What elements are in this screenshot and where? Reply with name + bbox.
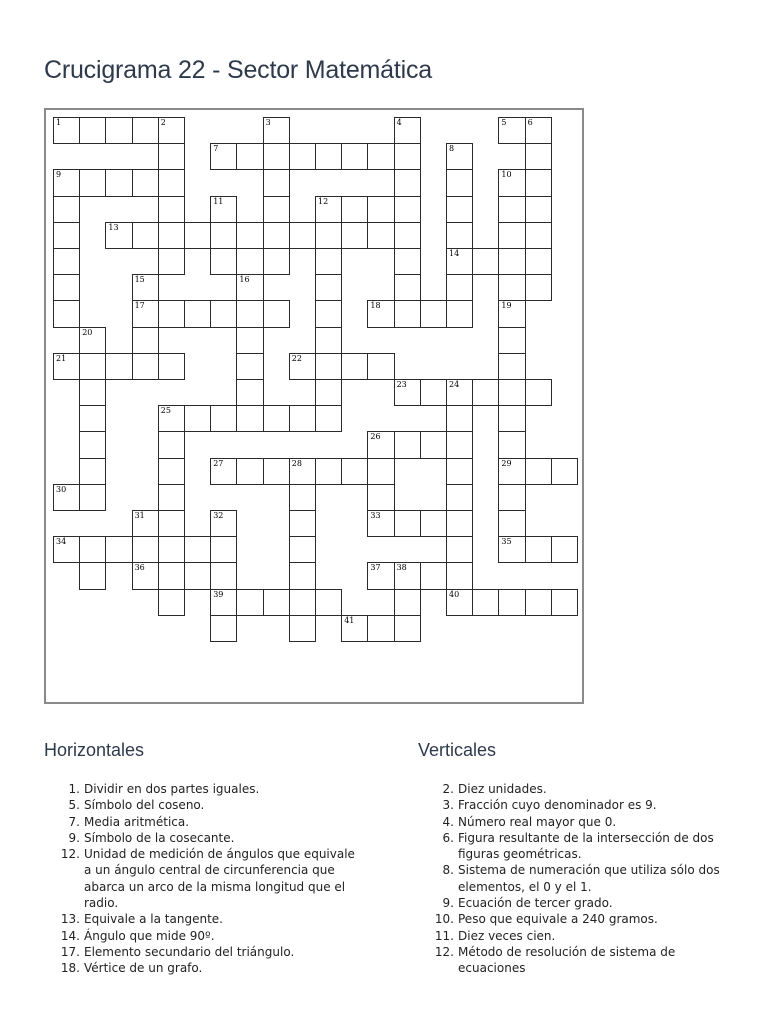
- clue-item: [44, 944, 364, 960]
- crossword-cell[interactable]: [79, 117, 106, 144]
- crossword-cell[interactable]: [210, 458, 237, 485]
- crossword-cell[interactable]: [525, 458, 552, 485]
- crossword-cell[interactable]: [525, 248, 552, 275]
- crossword-cell[interactable]: [498, 353, 525, 380]
- clue-item: [418, 830, 736, 863]
- crossword-cell[interactable]: [498, 431, 525, 458]
- crossword-cell[interactable]: [420, 379, 447, 406]
- crossword-cell[interactable]: [446, 143, 473, 170]
- crossword-cell[interactable]: [210, 589, 237, 616]
- crossword-cell[interactable]: [53, 484, 80, 511]
- crossword-cell[interactable]: [158, 510, 185, 537]
- crossword-cell[interactable]: [184, 536, 211, 563]
- clue-number: 11: [213, 196, 224, 206]
- crossword-cell[interactable]: [79, 484, 106, 511]
- crossword-cell[interactable]: [210, 405, 237, 432]
- crossword-cell[interactable]: [184, 562, 211, 589]
- clue-number: 25: [160, 406, 171, 416]
- crossword-cell[interactable]: [132, 353, 159, 380]
- crossword-cell[interactable]: [315, 274, 342, 301]
- crossword-cell[interactable]: [498, 536, 525, 563]
- crossword-cell[interactable]: [158, 143, 185, 170]
- clue-item: [44, 846, 364, 911]
- crossword-cell[interactable]: [394, 615, 421, 642]
- clue-text: Símbolo de la cosecante.: [84, 830, 235, 845]
- crossword-cell[interactable]: [79, 379, 106, 406]
- crossword-cell[interactable]: [551, 458, 578, 485]
- crossword-cell[interactable]: [498, 589, 525, 616]
- crossword-cell[interactable]: [263, 300, 290, 327]
- crossword-cell[interactable]: [498, 196, 525, 223]
- crossword-cell[interactable]: [263, 222, 290, 249]
- crossword-cell[interactable]: [367, 300, 394, 327]
- crossword-cell[interactable]: [420, 300, 447, 327]
- clue-item: [44, 797, 364, 813]
- crossword-cell[interactable]: [498, 510, 525, 537]
- clue-text: Unidad de medición de ángulos que equivale a un ángulo central de circunferencia que abarca un arco de la misma longitud que el radio.: [84, 847, 355, 911]
- crossword-cell[interactable]: [132, 536, 159, 563]
- crossword-cell[interactable]: [472, 379, 499, 406]
- crossword-cell[interactable]: [53, 117, 80, 144]
- crossword-cell[interactable]: [158, 169, 185, 196]
- crossword-cell[interactable]: [525, 117, 552, 144]
- crossword-cell[interactable]: [420, 431, 447, 458]
- clue-number: 6: [527, 118, 533, 127]
- crossword-cell[interactable]: [79, 405, 106, 432]
- crossword-cell[interactable]: [498, 274, 525, 301]
- crossword-cell[interactable]: [394, 300, 421, 327]
- crossword-cell[interactable]: [105, 117, 132, 144]
- clue-text: Peso que equivale a 240 gramos.: [458, 912, 658, 927]
- clue-item: [418, 895, 736, 911]
- crossword-cell[interactable]: [498, 405, 525, 432]
- crossword-cell[interactable]: [315, 222, 342, 249]
- crossword-cell[interactable]: [184, 405, 211, 432]
- crossword-cell[interactable]: [315, 248, 342, 275]
- crossword-cell[interactable]: [394, 117, 421, 144]
- crossword-cell[interactable]: [210, 248, 237, 275]
- crossword-cell[interactable]: [446, 379, 473, 406]
- clue-number: 7: [213, 144, 219, 154]
- clue-number: 24: [449, 380, 460, 389]
- crossword-cell[interactable]: [341, 353, 368, 380]
- crossword-cell[interactable]: [53, 169, 80, 196]
- clue-item: [418, 928, 736, 944]
- crossword-cell[interactable]: [158, 562, 185, 589]
- crossword-cell[interactable]: [446, 562, 473, 589]
- crossword-cell[interactable]: [263, 196, 290, 223]
- crossword-cell[interactable]: [79, 431, 106, 458]
- crossword-cell[interactable]: [263, 458, 290, 485]
- crossword-cell[interactable]: [525, 222, 552, 249]
- crossword-cell[interactable]: [367, 353, 394, 380]
- clue-item: [418, 911, 736, 927]
- crossword-cell[interactable]: [158, 117, 185, 144]
- crossword-cell[interactable]: [315, 327, 342, 354]
- crossword-cell[interactable]: [551, 589, 578, 616]
- crossword-cell[interactable]: [79, 327, 106, 354]
- crossword-cell[interactable]: [394, 510, 421, 537]
- crossword-cell[interactable]: [158, 589, 185, 616]
- clue-item: [44, 781, 364, 797]
- crossword-cell[interactable]: [158, 536, 185, 563]
- crossword-cell[interactable]: [446, 458, 473, 485]
- crossword-cell[interactable]: [367, 458, 394, 485]
- clue-text: Fracción cuyo denominador es 9.: [458, 798, 657, 813]
- crossword-cell[interactable]: [551, 536, 578, 563]
- clue-number: 16: [239, 275, 250, 285]
- crossword-cell[interactable]: [53, 353, 80, 380]
- crossword-cell[interactable]: [525, 196, 552, 223]
- crossword-cell[interactable]: [472, 589, 499, 616]
- clue-text: Media aritmética.: [84, 814, 190, 829]
- crossword-cell[interactable]: [236, 353, 263, 380]
- clue-number: 13.: [60, 912, 80, 927]
- clue-number: 5.: [68, 798, 80, 813]
- crossword-cell[interactable]: [420, 562, 447, 589]
- clue-text: Símbolo del coseno.: [84, 798, 205, 813]
- crossword-cell[interactable]: [446, 510, 473, 537]
- crossword-cell[interactable]: [158, 458, 185, 485]
- crossword-cell[interactable]: [210, 222, 237, 249]
- crossword-cell[interactable]: [367, 143, 394, 170]
- crossword-cell[interactable]: [289, 405, 316, 432]
- crossword-cell[interactable]: [341, 222, 368, 249]
- crossword-cell[interactable]: [315, 300, 342, 327]
- clue-text: Vértice de un grafo.: [84, 961, 203, 976]
- crossword-cell[interactable]: [367, 562, 394, 589]
- crossword-cell[interactable]: [394, 431, 421, 458]
- crossword-cell[interactable]: [315, 353, 342, 380]
- crossword-cell[interactable]: [315, 458, 342, 485]
- horizontales-clue-list: [44, 781, 364, 977]
- crossword-cell[interactable]: [446, 222, 473, 249]
- clue-number: 2.: [442, 782, 454, 796]
- crossword-cell[interactable]: [158, 353, 185, 380]
- clue-text: Sistema de numeración que utiliza sólo dos elementos, el 0 y el 1.: [458, 863, 720, 894]
- crossword-cell[interactable]: [210, 300, 237, 327]
- crossword-cell[interactable]: [446, 589, 473, 616]
- crossword-cell[interactable]: [315, 379, 342, 406]
- crossword-cell[interactable]: [263, 143, 290, 170]
- crossword-cell[interactable]: [158, 222, 185, 249]
- clue-number: 17: [134, 301, 145, 311]
- clue-number: 30: [56, 484, 67, 494]
- crossword-cell[interactable]: [289, 562, 316, 589]
- crossword-cell[interactable]: [289, 143, 316, 170]
- crossword-cell[interactable]: [236, 405, 263, 432]
- clue-number: 20: [82, 327, 93, 337]
- crossword-cell[interactable]: [446, 484, 473, 511]
- crossword-cell[interactable]: [132, 222, 159, 249]
- clue-number: 38: [396, 563, 407, 573]
- crossword-cell[interactable]: [79, 353, 106, 380]
- clue-text: Diez veces cien.: [458, 928, 556, 943]
- clue-number: 4: [396, 118, 402, 127]
- crossword-cell[interactable]: [289, 222, 316, 249]
- crossword-cell[interactable]: [236, 300, 263, 327]
- clue-number: 36: [134, 563, 145, 573]
- crossword-cell[interactable]: [498, 484, 525, 511]
- clue-number: 15: [134, 275, 145, 285]
- crossword-cell[interactable]: [367, 196, 394, 223]
- clue-item: [44, 960, 364, 976]
- crossword-cell[interactable]: [289, 484, 316, 511]
- clue-number: 28: [291, 458, 302, 468]
- clue-number: 27: [213, 458, 224, 468]
- page-title: Crucigrama 22 - Sector Matemática: [44, 56, 432, 84]
- crossword-cell[interactable]: [210, 196, 237, 223]
- crossword-cell[interactable]: [525, 274, 552, 301]
- clue-item: [418, 797, 736, 813]
- crossword-cell[interactable]: [341, 196, 368, 223]
- clue-number: 26: [370, 432, 381, 442]
- clue-number: 3.: [442, 798, 454, 813]
- crossword-cell[interactable]: [394, 589, 421, 616]
- crossword-cell[interactable]: [525, 536, 552, 563]
- crossword-cell[interactable]: [289, 510, 316, 537]
- crossword-cell[interactable]: [315, 196, 342, 223]
- crossword-cell[interactable]: [446, 536, 473, 563]
- crossword-cell[interactable]: [315, 589, 342, 616]
- clue-number: 18: [370, 301, 381, 311]
- clue-text: Método de resolución de sistema de ecuaciones: [458, 944, 676, 976]
- crossword-cell[interactable]: [394, 169, 421, 196]
- crossword-cell[interactable]: [446, 300, 473, 327]
- crossword-cell[interactable]: [236, 589, 263, 616]
- crossword-cell[interactable]: [184, 222, 211, 249]
- clue-number: 12.: [60, 847, 80, 862]
- crossword-cell[interactable]: [210, 143, 237, 170]
- clue-text: Elemento secundario del triángulo.: [84, 944, 295, 959]
- clue-number: 17.: [60, 944, 80, 959]
- crossword-cell[interactable]: [289, 458, 316, 485]
- crossword-cell[interactable]: [446, 196, 473, 223]
- crossword-cell[interactable]: [263, 117, 290, 144]
- clue-text: Ecuación de tercer grado.: [458, 896, 613, 911]
- crossword-cell[interactable]: [446, 274, 473, 301]
- crossword-cell[interactable]: [394, 248, 421, 275]
- crossword-cell[interactable]: [158, 484, 185, 511]
- crossword-cell[interactable]: [446, 248, 473, 275]
- crossword-cell[interactable]: [498, 222, 525, 249]
- crossword-cell[interactable]: [498, 300, 525, 327]
- crossword-cell[interactable]: [367, 615, 394, 642]
- clue-number: 9.: [68, 830, 80, 845]
- clue-number: 13: [108, 222, 119, 232]
- clue-number: 9: [56, 170, 62, 180]
- crossword-cell[interactable]: [158, 300, 185, 327]
- clue-number: 40: [449, 589, 460, 599]
- clue-number: 14: [449, 249, 460, 258]
- crossword-cell[interactable]: [158, 196, 185, 223]
- crossword-cell[interactable]: [525, 169, 552, 196]
- crossword-cell[interactable]: [236, 458, 263, 485]
- crossword-cell[interactable]: [79, 169, 106, 196]
- clue-number: 1: [56, 118, 62, 127]
- clue-item: [418, 814, 736, 830]
- crossword-cell[interactable]: [79, 458, 106, 485]
- crossword-cell[interactable]: [315, 405, 342, 432]
- crossword-frame: [44, 108, 584, 704]
- clue-text: Ángulo que mide 90º.: [84, 928, 215, 943]
- clue-number: 18.: [60, 961, 80, 976]
- clue-number: 7.: [68, 814, 80, 829]
- crossword-cell[interactable]: [210, 562, 237, 589]
- crossword-cell[interactable]: [289, 536, 316, 563]
- crossword-cell[interactable]: [236, 143, 263, 170]
- crossword-cell[interactable]: [236, 274, 263, 301]
- crossword-cell[interactable]: [420, 510, 447, 537]
- crossword-cell[interactable]: [105, 169, 132, 196]
- crossword-cell[interactable]: [394, 143, 421, 170]
- clue-number: 5: [501, 118, 507, 127]
- crossword-cell[interactable]: [158, 431, 185, 458]
- crossword-cell[interactable]: [446, 431, 473, 458]
- crossword-cell[interactable]: [394, 222, 421, 249]
- crossword-cell[interactable]: [367, 484, 394, 511]
- crossword-cell[interactable]: [289, 353, 316, 380]
- crossword-cell[interactable]: [498, 458, 525, 485]
- crossword-cell[interactable]: [210, 615, 237, 642]
- clue-number: 29: [501, 458, 512, 468]
- crossword-cell[interactable]: [341, 143, 368, 170]
- crossword-cell[interactable]: [394, 196, 421, 223]
- crossword-cell[interactable]: [446, 405, 473, 432]
- crossword-cell[interactable]: [498, 117, 525, 144]
- crossword-cell[interactable]: [289, 615, 316, 642]
- clue-number: 8: [449, 144, 455, 154]
- crossword-cell[interactable]: [367, 431, 394, 458]
- crossword-cell[interactable]: [498, 327, 525, 354]
- clue-number: 4.: [442, 814, 454, 829]
- clue-number: 37: [370, 563, 381, 573]
- clue-item: [418, 781, 736, 797]
- crossword-cell[interactable]: [184, 300, 211, 327]
- clue-text: Dividir en dos partes iguales.: [84, 782, 260, 796]
- crossword-cell[interactable]: [236, 327, 263, 354]
- crossword-cell[interactable]: [263, 589, 290, 616]
- clue-number: 34: [56, 537, 67, 547]
- clue-text: Número real mayor que 0.: [458, 814, 617, 829]
- crossword-cell[interactable]: [394, 562, 421, 589]
- clue-item: [44, 814, 364, 830]
- crossword-cell[interactable]: [315, 143, 342, 170]
- crossword-cell[interactable]: [53, 222, 80, 249]
- clue-text: Diez unidades.: [458, 782, 547, 796]
- crossword-cell[interactable]: [105, 353, 132, 380]
- crossword-cell[interactable]: [132, 562, 159, 589]
- clue-number: 23: [396, 380, 407, 389]
- clue-number: 3: [265, 118, 271, 127]
- clue-item: [44, 928, 364, 944]
- crossword-cell[interactable]: [367, 222, 394, 249]
- crossword-cell[interactable]: [236, 222, 263, 249]
- crossword-cell[interactable]: [263, 169, 290, 196]
- crossword-cell[interactable]: [210, 536, 237, 563]
- crossword-cell[interactable]: [341, 458, 368, 485]
- clue-number: 41: [344, 615, 355, 625]
- clue-number: 31: [134, 511, 145, 520]
- crossword-cell[interactable]: [498, 169, 525, 196]
- clue-number: 39: [213, 589, 224, 599]
- crossword-cell[interactable]: [525, 379, 552, 406]
- crossword-cell[interactable]: [132, 274, 159, 301]
- crossword-cell[interactable]: [132, 300, 159, 327]
- crossword-cell[interactable]: [472, 248, 499, 275]
- clue-number: 6.: [442, 830, 454, 845]
- clue-item: [44, 911, 364, 927]
- clue-number: 9.: [442, 896, 454, 911]
- crossword-cell[interactable]: [525, 589, 552, 616]
- verticales-clue-list: [418, 781, 736, 977]
- crossword-cell[interactable]: [132, 327, 159, 354]
- clue-item: [418, 944, 736, 977]
- clue-number: 22: [291, 353, 302, 363]
- clue-number: 10.: [434, 912, 454, 927]
- crossword-cell[interactable]: [132, 510, 159, 537]
- clue-number: 1.: [68, 782, 80, 796]
- verticales-heading: Verticales: [418, 740, 497, 760]
- crossword-cell[interactable]: [53, 300, 80, 327]
- clue-text: Figura resultante de la intersección de dos figuras geométricas.: [458, 830, 714, 862]
- crossword-cell[interactable]: [210, 510, 237, 537]
- crossword-cell[interactable]: [158, 405, 185, 432]
- crossword-cell[interactable]: [289, 589, 316, 616]
- clue-number: 33: [370, 511, 381, 520]
- clue-number: 8.: [442, 863, 454, 878]
- clue-number: 35: [501, 537, 512, 547]
- clue-number: 14.: [60, 928, 80, 943]
- crossword-cell[interactable]: [53, 248, 80, 275]
- crossword-cell[interactable]: [53, 196, 80, 223]
- crossword-cell[interactable]: [394, 379, 421, 406]
- clue-number: 32: [213, 511, 224, 520]
- crossword-cell[interactable]: [498, 379, 525, 406]
- clue-number: 12: [318, 196, 329, 206]
- clue-text: Equivale a la tangente.: [84, 912, 223, 927]
- clue-item: [418, 862, 736, 895]
- clue-number: 10: [501, 170, 512, 180]
- clue-item: [44, 830, 364, 846]
- crossword-cell[interactable]: [446, 169, 473, 196]
- clue-number: 19: [501, 301, 512, 311]
- clue-number: 2: [160, 118, 166, 127]
- crossword-cell[interactable]: [525, 143, 552, 170]
- crossword-cell[interactable]: [79, 536, 106, 563]
- crossword-cell[interactable]: [341, 615, 368, 642]
- crossword-cell[interactable]: [263, 248, 290, 275]
- crossword-cell[interactable]: [498, 248, 525, 275]
- crossword-cell[interactable]: [394, 274, 421, 301]
- crossword-cell[interactable]: [158, 248, 185, 275]
- clue-number: 11.: [434, 928, 454, 943]
- crossword-cell[interactable]: [263, 405, 290, 432]
- crossword-cell[interactable]: [53, 274, 80, 301]
- crossword-cell[interactable]: [236, 379, 263, 406]
- crossword-cell[interactable]: [105, 222, 132, 249]
- crossword-cell[interactable]: [79, 562, 106, 589]
- crossword-cell[interactable]: [105, 536, 132, 563]
- crossword-cell[interactable]: [132, 117, 159, 144]
- clue-number: 12.: [434, 944, 454, 959]
- horizontales-heading: Horizontales: [44, 740, 145, 760]
- crossword-cell[interactable]: [132, 169, 159, 196]
- crossword-cell[interactable]: [53, 536, 80, 563]
- crossword-cell[interactable]: [367, 510, 394, 537]
- clue-number: 21: [56, 353, 67, 363]
